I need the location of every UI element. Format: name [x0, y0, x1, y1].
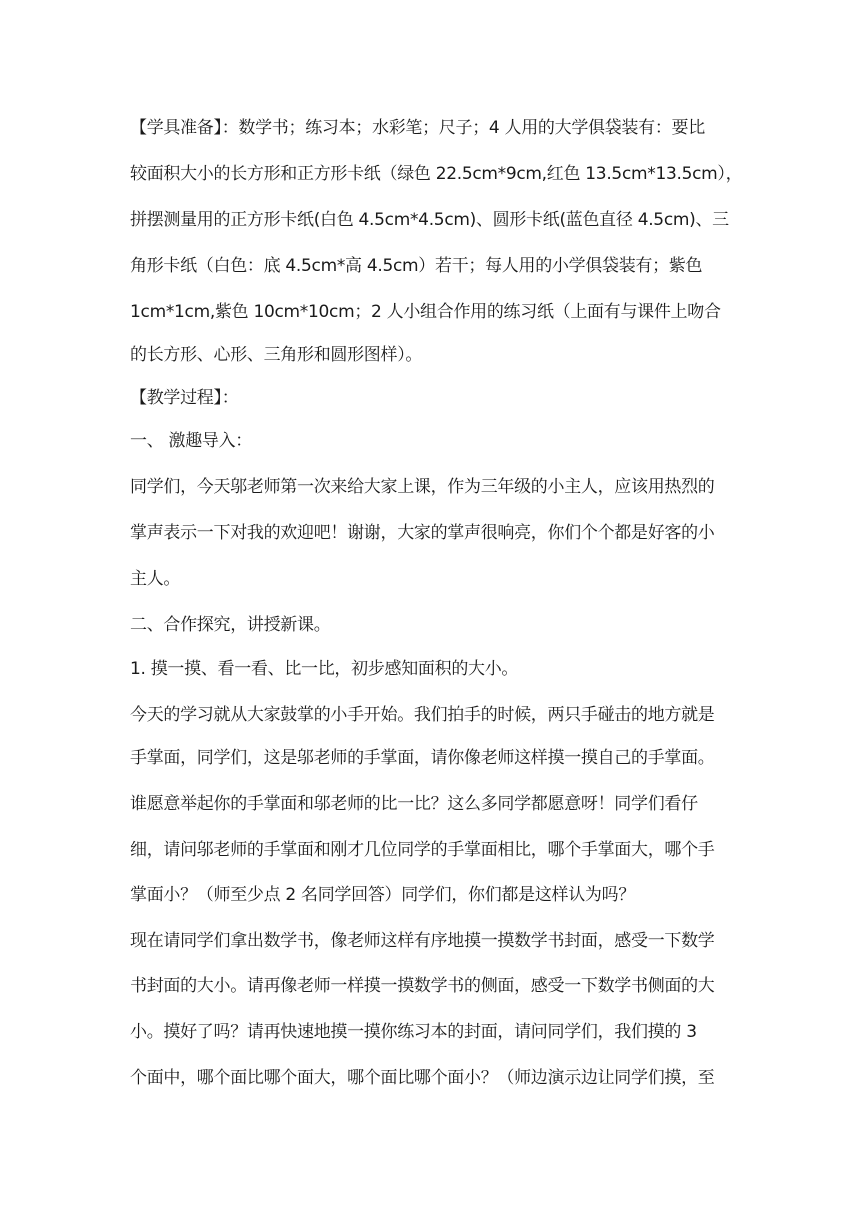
- text-line: 细，请问邬老师的手掌面和刚才几位同学的手掌面相比，哪个手掌面大，哪个手: [130, 840, 715, 860]
- text-line: 主人。: [130, 569, 181, 589]
- text-line: 书封面的大小。请再像老师一样摸一摸数学书的侧面，感受一下数学书侧面的大: [130, 976, 715, 996]
- section-heading: 二、合作探究，讲授新课。: [130, 615, 331, 635]
- text-line: 较面积大小的长方形和正方形卡纸（绿色 22.5cm*9cm,红色 13.5cm*13.5cm），: [130, 164, 743, 184]
- text-line: 拼摆测量用的正方形卡纸(白色 4.5cm*4.5cm)、圆形卡纸(蓝色直径 4.5cm)、三: [130, 210, 729, 230]
- text-line: 现在请同学们拿出数学书，像老师这样有序地摸一摸数学书封面，感受一下数学: [130, 931, 715, 951]
- text-line: 掌声表示一下对我的欢迎吧！谢谢，大家的掌声很响亮，你们个个都是好客的小: [130, 523, 715, 543]
- text-line: 今天的学习就从大家鼓掌的小手开始。我们拍手的时候，两只手碰击的地方就是: [130, 705, 715, 725]
- text-line: 【学具准备】：数学书；练习本；水彩笔；尺子；4 人用的大学俱袋装有：要比: [130, 118, 705, 138]
- text-line: 小。摸好了吗？请再快速地摸一摸你练习本的封面，请问同学们，我们摸的 3: [130, 1022, 697, 1042]
- text-line: 掌面小？（师至少点 2 名同学回答）同学们，你们都是这样认为吗？: [130, 885, 636, 905]
- text-line: 个面中，哪个面比哪个面大，哪个面比哪个面小？（师边演示边让同学们摸，至: [130, 1068, 715, 1088]
- text-line: 同学们，今天邬老师第一次来给大家上课，作为三年级的小主人，应该用热烈的: [130, 477, 715, 497]
- text-line: 手掌面，同学们，这是邬老师的手掌面，请你像老师这样摸一摸自己的手掌面。: [130, 748, 715, 768]
- text-line: 角形卡纸（白色：底 4.5cm*高 4.5cm）若干；每人用的小学俱袋装有；紫色: [130, 256, 703, 276]
- section-heading: 一、 激趣导入：: [130, 431, 253, 451]
- section-heading: 【教学过程】：: [130, 388, 239, 408]
- section-heading: 1. 摸一摸、看一看、比一比，初步感知面积的大小。: [130, 659, 519, 679]
- text-line: 1cm*1cm,紫色 10cm*10cm；2 人小组合作用的练习纸（上面有与课件上吻合: [130, 302, 721, 322]
- text-line: 的长方形、心形、三角形和圆形图样）。: [130, 345, 423, 365]
- text-line: 谁愿意举起你的手掌面和邬老师的比一比？这么多同学都愿意呀！同学们看仔: [130, 794, 698, 814]
